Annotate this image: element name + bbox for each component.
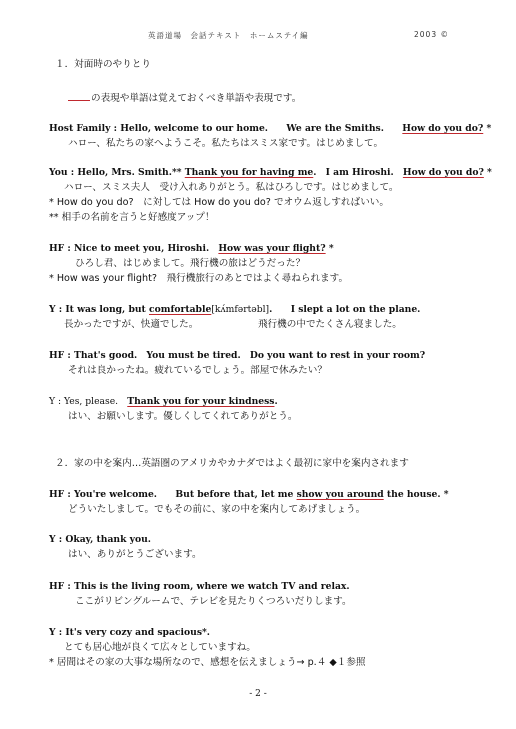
pronunciation: [kʌ́mfərtəbl] [211,304,270,315]
legend-text: の表現や単語は覚えておくべき単語や表現です。 [91,93,302,104]
dialogue-text: Hello, welcome to our home. We are the Smiths. [120,123,403,134]
dialogue-7-en [49,488,449,502]
key-phrase: Thank you for having me [184,167,314,178]
key-phrase: How do you do? [402,167,484,178]
dialogue-text: . [274,396,278,407]
dialogue-text: This is the living room, where we watch TV and relax. [74,581,350,592]
key-phrase: Thank you for your kindness [127,396,275,407]
speaker-label: Y : [49,627,66,638]
section-2-title: ２．家の中を案内…英語圏のアメリカやカナダではよく最初に家中を案内されます [55,458,409,469]
dialogue-text: Hello, Mrs. Smith.** [77,167,185,178]
dialogue-text: the house. * [383,489,449,500]
dialogue-4-en [49,303,420,317]
key-phrase: show you around [296,489,384,500]
dialogue-8-jp: はい、ありがとうございます。 [68,549,202,560]
dialogue-text: . I slept a lot on the plane. [269,304,421,315]
dialogue-5-jp: それは良かったね。疲れているでしょう。部屋で休みたい？ [68,365,327,376]
dialogue-text: It was long, but [65,304,149,315]
dialogue-2-jp: ハロー、スミス夫人 受け入れありがとう。私はひろしです。はじめまして。 [64,182,399,193]
dialogue-1-en [49,122,491,136]
dialogue-10-en [49,626,210,640]
speaker-label: Y : Yes, please. [49,396,128,407]
note-2b: ** 相手の名前を言うと好感度アップ！ [49,212,215,223]
dialogue-text: Okay, thank you. [65,534,152,545]
note-10: * 居間はその家の大事な場所なので、感想を伝えましょう→ p.４ ◆１参照 [49,657,366,668]
dialogue-3-jp: ひろし君、はじめまして。飛行機の旅はどうだった？ [75,258,306,269]
dialogue-8-en [49,533,151,547]
dialogue-text: You're welcome. But before that, let me [74,489,297,500]
dialogue-10-jp: とても居心地が良くて広々としていますね。 [64,642,256,653]
dialogue-6-en [49,395,278,409]
dialogue-9-en [49,580,350,594]
dialogue-3-en [49,242,334,256]
speaker-label: HF : [49,243,74,254]
note-2a: * How do you do? に対しては How do you do? でオウム返しすればいい。 [49,197,389,208]
dialogue-9-jp: ここがリビングルームで、テレビを見たりくつろいだりします。 [75,596,352,607]
dialogue-text: * [483,123,492,134]
speaker-label: Y : [49,534,66,545]
dialogue-7-jp: どういたしまして。でもその前に、家の中を案内してあげましょう。 [68,504,366,515]
note-3: * How was your flight? 飛行機旅行のあとではよく尋ねられます。 [49,273,349,284]
dialogue-6-jp: はい、お願いします。優しくしてくれてありがとう。 [68,411,298,422]
legend-note [68,91,301,106]
key-phrase: How do you do? [402,123,484,134]
header-year: 2003 © [414,30,449,39]
underline-sample [68,91,90,101]
dialogue-text: * [325,243,334,254]
dialogue-4-jp-a: 長かったですが、快適でした。 [64,319,199,330]
dialogue-text: That's good. You must be tired. Do you want to rest in your room? [74,350,426,361]
speaker-label: Y : [49,304,66,315]
page-number: - 2 - [249,689,267,699]
dialogue-1-jp: ハロー、私たちの家へようこそ。私たちはスミス家です。はじめまして。 [68,138,384,149]
speaker-label: HF : [49,581,74,592]
dialogue-text: . I am Hiroshi. [313,167,403,178]
speaker-label: HF : [49,350,74,361]
dialogue-4-jp-b: 飛行機の中でたくさん寝ました。 [258,319,402,330]
dialogue-2-en [49,166,492,180]
section-1-title: １．対面時のやりとり [55,59,151,70]
dialogue-text: It's very cozy and spacious*. [65,627,210,638]
dialogue-text: Nice to meet you, Hiroshi. [74,243,219,254]
dialogue-5-en [49,349,425,363]
key-phrase: How was your flight? [218,243,326,254]
header-title: 英語道場 会話テキスト ホームステイ編 [148,31,309,40]
key-phrase: comfortable [149,304,212,315]
dialogue-text: * [483,167,492,178]
speaker-label: HF : [49,489,74,500]
page-header [0,30,516,44]
speaker-label: Host Family : [49,123,121,134]
speaker-label: You : [49,167,78,178]
